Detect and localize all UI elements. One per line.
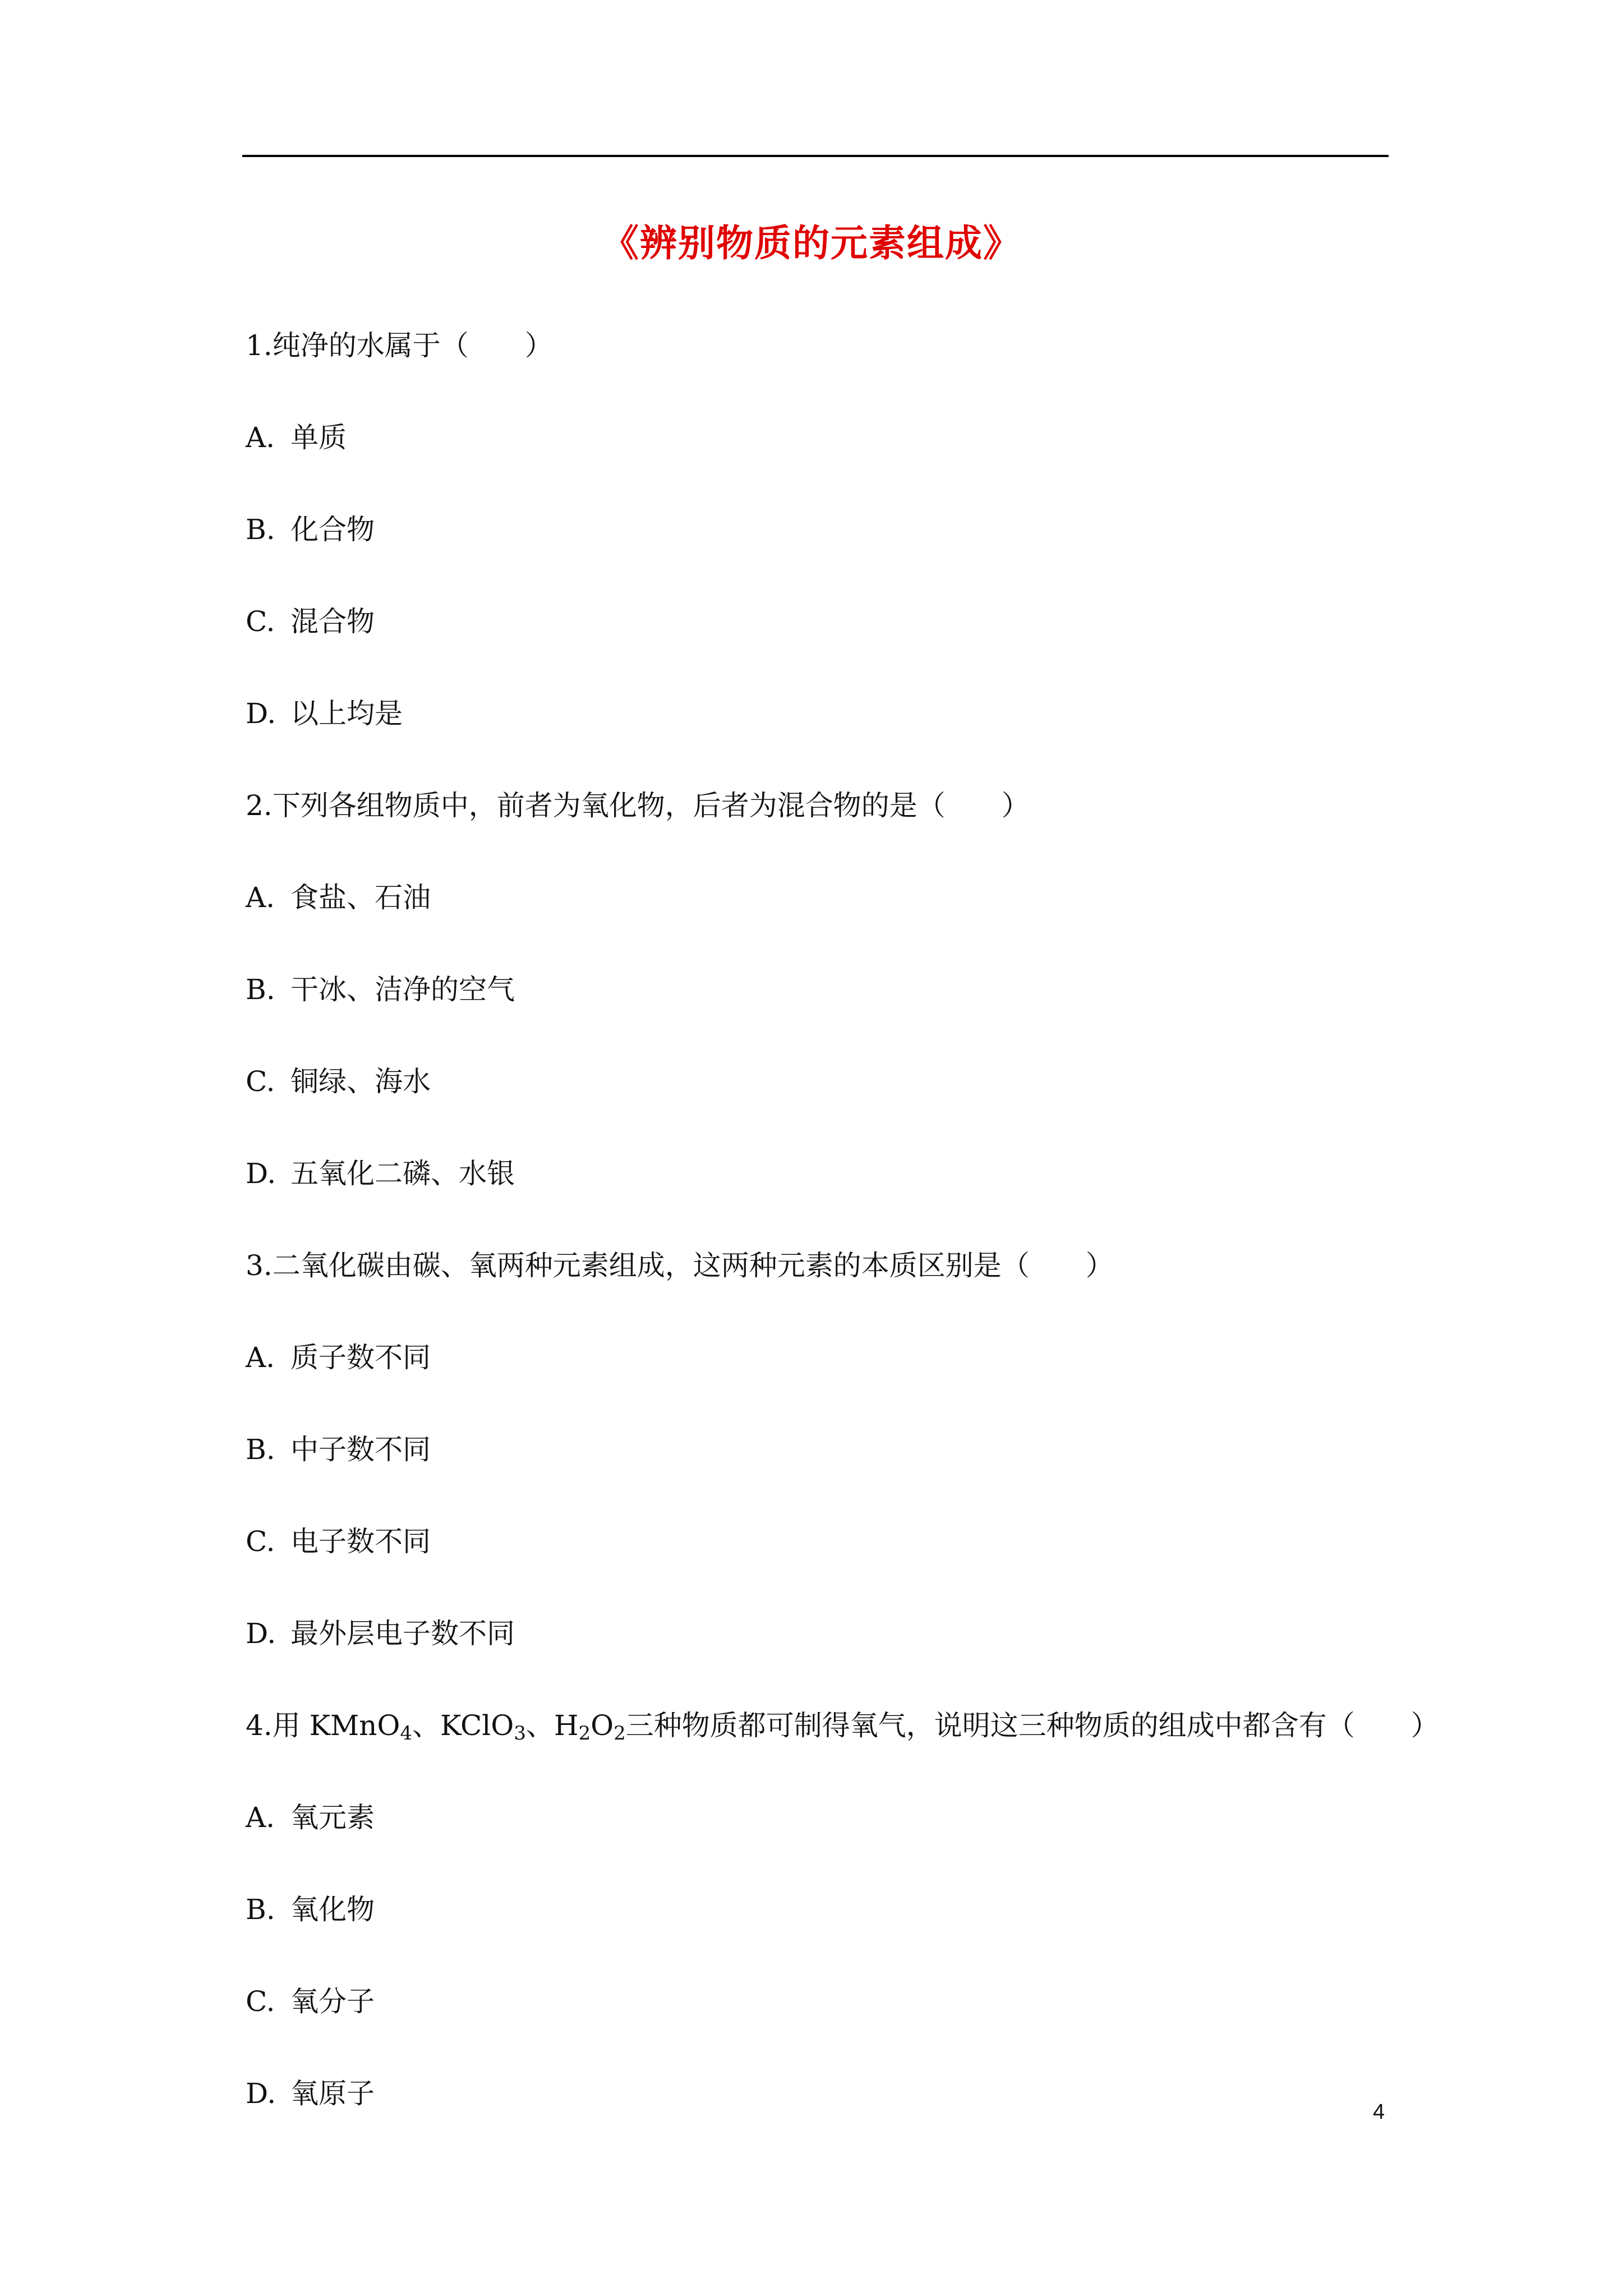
option-text: 五氧化二磷、水银 <box>291 1157 515 1190</box>
question-2-stem: 2.下列各组物质中，前者为氧化物，后者为混合物的是（ ） <box>246 789 1030 822</box>
option-letter: B. <box>246 1433 275 1466</box>
option-letter: B. <box>246 513 275 546</box>
option-letter: A. <box>246 421 275 454</box>
subscript: 2 <box>578 1722 591 1745</box>
option-text: 电子数不同 <box>291 1525 431 1558</box>
question-3-stem: 3.二氧化碳由碳、氧两种元素组成，这两种元素的本质区别是（ ） <box>246 1249 1114 1282</box>
question-4-option-d <box>246 2077 375 2110</box>
option-letter: D. <box>246 2077 276 2110</box>
question-3-option-a <box>246 1341 431 1374</box>
option-text: 最外层电子数不同 <box>291 1617 515 1650</box>
option-text: 干冰、洁净的空气 <box>291 973 515 1006</box>
subscript: 4 <box>400 1722 412 1745</box>
question-3-option-d <box>246 1617 515 1650</box>
question-2-option-a <box>246 881 431 914</box>
subscript: 2 <box>614 1722 626 1745</box>
option-text: 质子数不同 <box>291 1341 431 1374</box>
question-2-option-c <box>246 1065 431 1098</box>
option-letter: A. <box>246 881 275 914</box>
page-number: 4 <box>1373 2100 1385 2124</box>
option-letter: C. <box>246 1985 275 2018</box>
option-letter: C. <box>246 1065 275 1098</box>
option-letter: D. <box>246 697 276 730</box>
option-letter: D. <box>246 1157 276 1190</box>
question-2-option-b <box>246 973 515 1006</box>
document-title: 《辨别物质的元素组成》 <box>602 222 1021 265</box>
option-letter: B. <box>246 973 275 1006</box>
option-letter: B. <box>246 1893 275 1926</box>
option-text: 食盐、石油 <box>291 881 431 914</box>
option-text: 氧原子 <box>291 2077 375 2110</box>
option-text: 氧化物 <box>291 1893 375 1926</box>
question-1-option-a <box>246 421 347 454</box>
option-letter: C. <box>246 1525 275 1558</box>
stem-prefix: 4.用 KMnO <box>246 1709 400 1742</box>
option-text: 单质 <box>291 421 347 454</box>
stem-text: 、H <box>525 1709 579 1742</box>
option-text: 以上均是 <box>291 697 403 730</box>
question-1-option-d <box>246 697 403 730</box>
option-text: 混合物 <box>291 605 375 638</box>
stem-suffix: 三种物质都可制得氧气，说明这三种物质的组成中都含有（ ） <box>625 1709 1439 1742</box>
question-3-option-b <box>246 1433 431 1466</box>
question-3-option-c <box>246 1525 431 1558</box>
question-4-option-c <box>246 1985 375 2018</box>
option-letter: A. <box>246 1341 275 1374</box>
option-letter: D. <box>246 1617 276 1650</box>
question-4-option-b <box>246 1893 375 1926</box>
option-letter: C. <box>246 605 275 638</box>
stem-text: O <box>591 1709 614 1742</box>
option-text: 氧元素 <box>291 1801 375 1834</box>
question-1-stem: 1.纯净的水属于（ ） <box>246 329 553 362</box>
option-text: 化合物 <box>291 513 375 546</box>
option-text: 铜绿、海水 <box>291 1065 431 1098</box>
option-letter: A. <box>246 1801 275 1834</box>
question-4-stem <box>246 1709 1439 1745</box>
option-text: 中子数不同 <box>291 1433 431 1466</box>
question-2-option-d <box>246 1157 515 1190</box>
question-1-option-c <box>246 605 375 638</box>
stem-text: 、KClO <box>412 1709 514 1742</box>
subscript: 3 <box>514 1722 526 1745</box>
question-1-option-b <box>246 513 375 546</box>
option-text: 氧分子 <box>291 1985 375 2018</box>
header-rule <box>242 155 1389 157</box>
question-4-option-a <box>246 1801 375 1834</box>
